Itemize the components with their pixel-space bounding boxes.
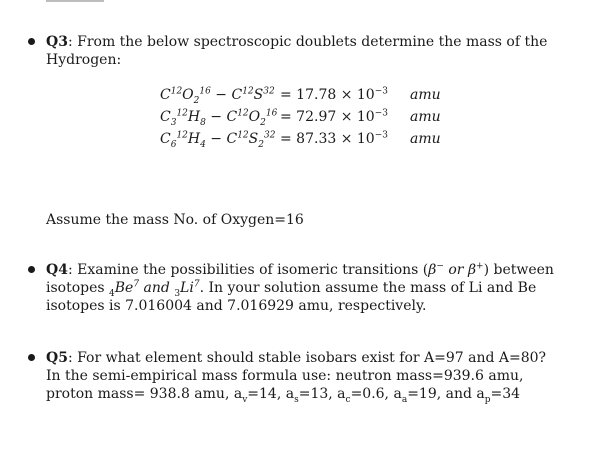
bullet-icon <box>28 38 35 45</box>
bullet-icon <box>28 266 35 273</box>
equation-unit: amu <box>410 87 441 103</box>
question-text: : From the below spectroscopic doublets determine the mass of the Hydrogen: <box>46 34 548 69</box>
equation-1 <box>160 86 460 108</box>
equation-unit: amu <box>410 109 441 125</box>
doublet-equations <box>160 86 460 152</box>
equation-3 <box>160 130 460 152</box>
question-label: Q5 <box>46 350 68 366</box>
equation-lhs: $C_3^{12}H_8 - C^{12}O_2^{16}$ <box>160 108 278 128</box>
assumption-text: Assume the mass No. of Oxygen=16 <box>46 212 304 228</box>
equation-rhs: = $72.97 \times 10^{-3}$ <box>280 108 388 125</box>
equation-rhs: = $17.78 \times 10^{-3}$ <box>280 86 388 103</box>
question-text: : Examine the possibilities of isomeric transitions (β− or β+) between isotopes $_4Be^7$ and $_3Li^7$. In your solution assume the mass of Li and Be isotopes is 7.016004 and 7.016929 amu, respectively. <box>46 261 554 315</box>
equation-lhs: $C^{12}O_2^{16} - C^{12}S^{32}$ <box>160 86 275 106</box>
equation-lhs: $C_6^{12}H_4 - C^{12}S_2^{32}$ <box>160 130 276 150</box>
question-q4 <box>46 261 560 316</box>
question-label: Q4 <box>46 262 68 278</box>
top-rule <box>46 0 104 2</box>
question-label: Q3 <box>46 34 68 50</box>
equation-2 <box>160 108 460 130</box>
bullet-icon <box>28 354 35 361</box>
question-text: : For what element should stable isobars exist for A=97 and A=80? In the semi-empirical mass formula use: neutron mass=939.6 amu, proton mass= 938.8 amu, $a_v=14$, $a_s=13$, $a_c=0.6$, $a_a=19$, and $a_p=34$ <box>46 350 547 406</box>
equation-rhs: = $87.33 \times 10^{-3}$ <box>280 130 388 147</box>
equation-unit: amu <box>410 131 441 147</box>
question-q3 <box>46 33 560 69</box>
question-q5 <box>46 349 560 404</box>
